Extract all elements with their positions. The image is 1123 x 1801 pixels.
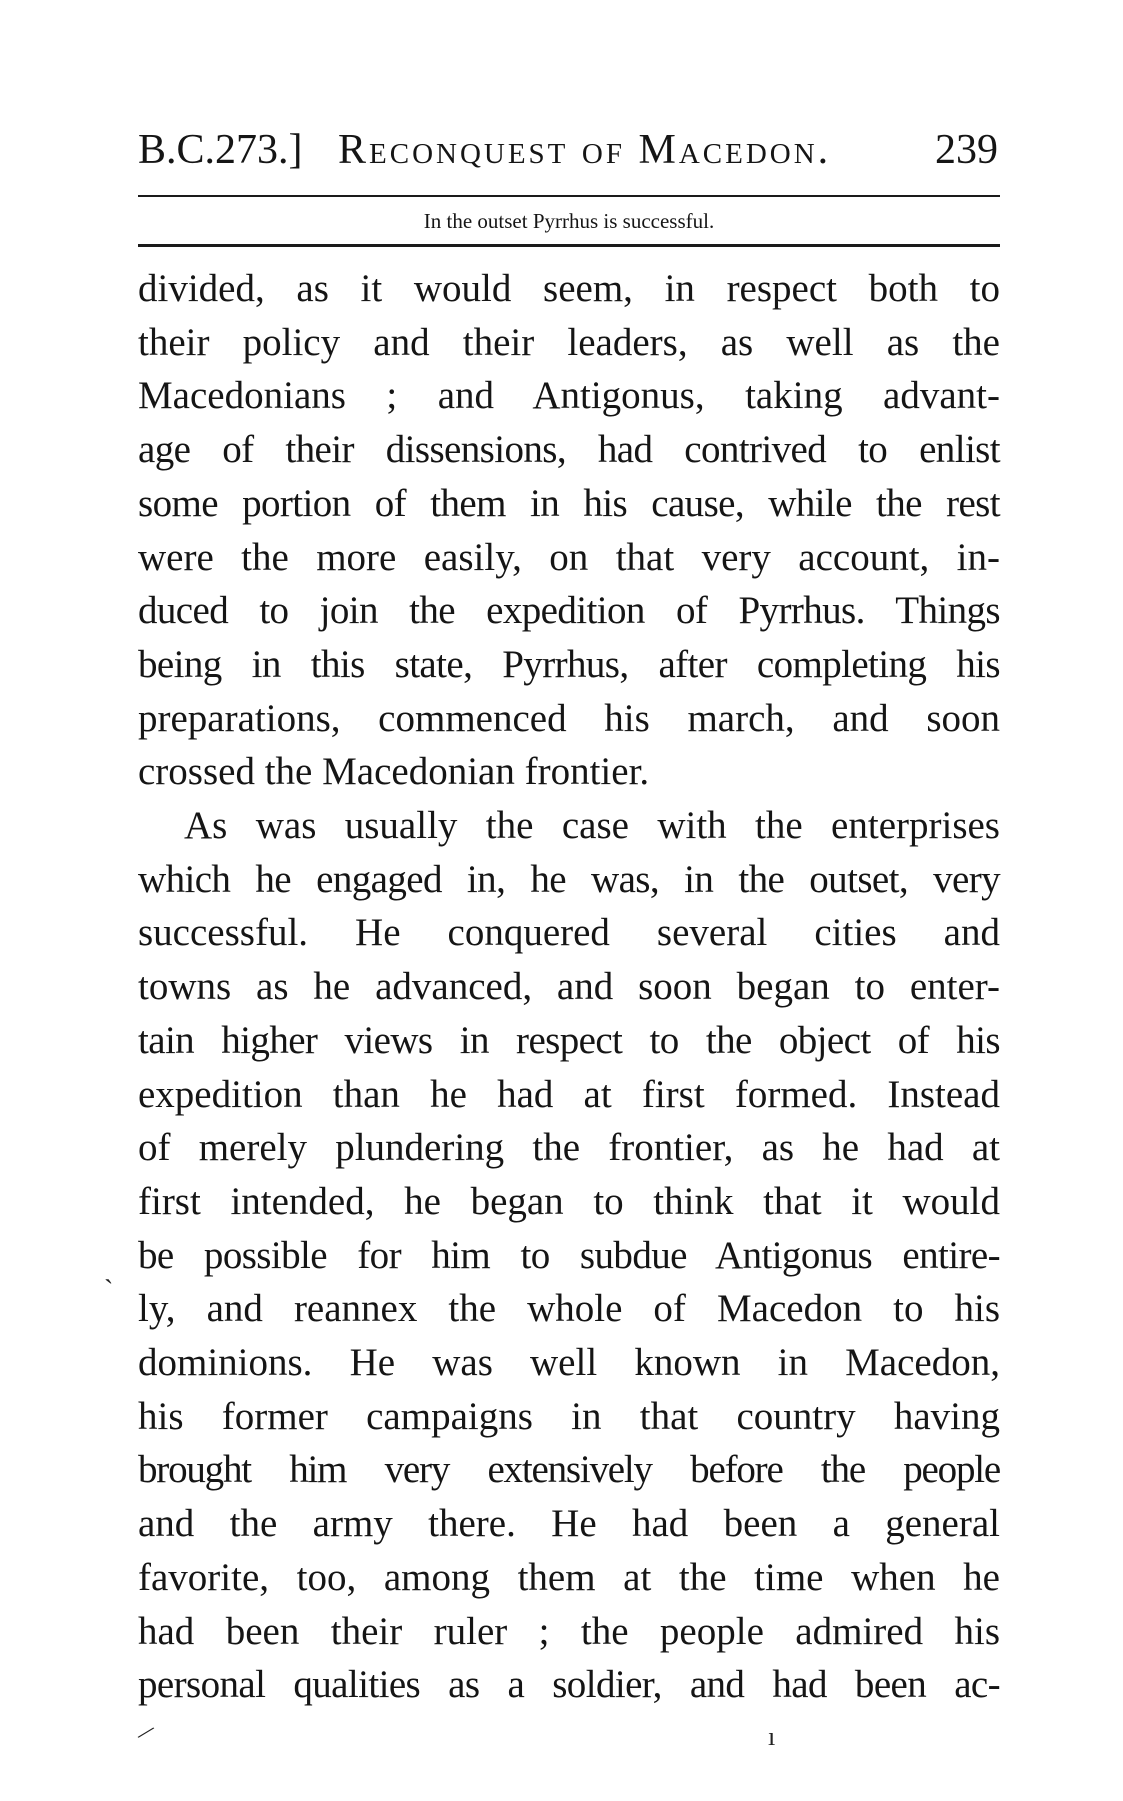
text-line: duced to join the expedition of Pyrrhus. Things — [138, 589, 1000, 633]
text-line: successful. He conquered several cities and — [138, 911, 1000, 955]
running-head — [138, 122, 998, 178]
text-line: tain higher views in respect to the object of his — [138, 1018, 1000, 1062]
text-line: dominions. He was well known in Macedon, — [138, 1341, 1000, 1385]
header-rule-top — [138, 195, 1000, 197]
text-line: had been their ruler ; the people admired his — [138, 1609, 1000, 1653]
text-line: ly, and reannex the whole of Macedon to his — [138, 1287, 1000, 1331]
text-line: As was usually the case with the enterprises — [184, 804, 1000, 848]
text-line: towns as he advanced, and soon began to enter- — [138, 965, 1000, 1009]
header-title: Reconquest of Macedon. — [338, 127, 832, 173]
text-line: favorite, too, among them at the time when he — [138, 1555, 1000, 1599]
text-line: crossed the Macedonian frontier. — [138, 750, 650, 794]
foot-stray-mark-center: ı — [768, 1722, 776, 1751]
text-line: some portion of them in his cause, while the rest — [138, 481, 1000, 525]
header-date: B.C.273.] — [138, 127, 303, 173]
text-line: which he engaged in, he was, in the outset, very — [138, 857, 1000, 901]
text-line: first intended, he began to think that it would — [138, 1179, 1000, 1223]
page-number: 239 — [935, 127, 998, 173]
text-line: age of their dissensions, had contrived to enlist — [138, 428, 1000, 472]
margin-tick-mark: ˋ — [104, 1275, 114, 1306]
text-line: their policy and their leaders, as well as the — [138, 320, 1000, 364]
text-line: personal qualities as a soldier, and had been ac- — [138, 1663, 1000, 1707]
text-line: brought him very extensively before the people — [138, 1448, 1000, 1492]
foot-stray-mark-left: / — [133, 1719, 159, 1747]
text-line: and the army there. He had been a general — [138, 1502, 1000, 1546]
text-line: his former campaigns in that country having — [138, 1394, 1000, 1438]
text-line: expedition than he had at first formed. Instead — [138, 1072, 1000, 1116]
text-line: divided, as it would seem, in respect both to — [138, 267, 1000, 310]
text-line: of merely plundering the frontier, as he had at — [138, 1126, 1000, 1170]
text-line: being in this state, Pyrrhus, after completing his — [138, 642, 1000, 686]
body-text — [138, 262, 1000, 1712]
text-line: were the more easily, on that very account, in- — [138, 535, 1000, 579]
text-line: Macedonians ; and Antigonus, taking advant- — [138, 374, 1000, 418]
text-line: preparations, commenced his march, and soon — [138, 696, 1000, 740]
text-line: be possible for him to subdue Antigonus entire- — [138, 1233, 1000, 1277]
section-summary: In the outset Pyrrhus is successful. — [423, 209, 715, 233]
header-rule-bottom — [138, 244, 1000, 247]
